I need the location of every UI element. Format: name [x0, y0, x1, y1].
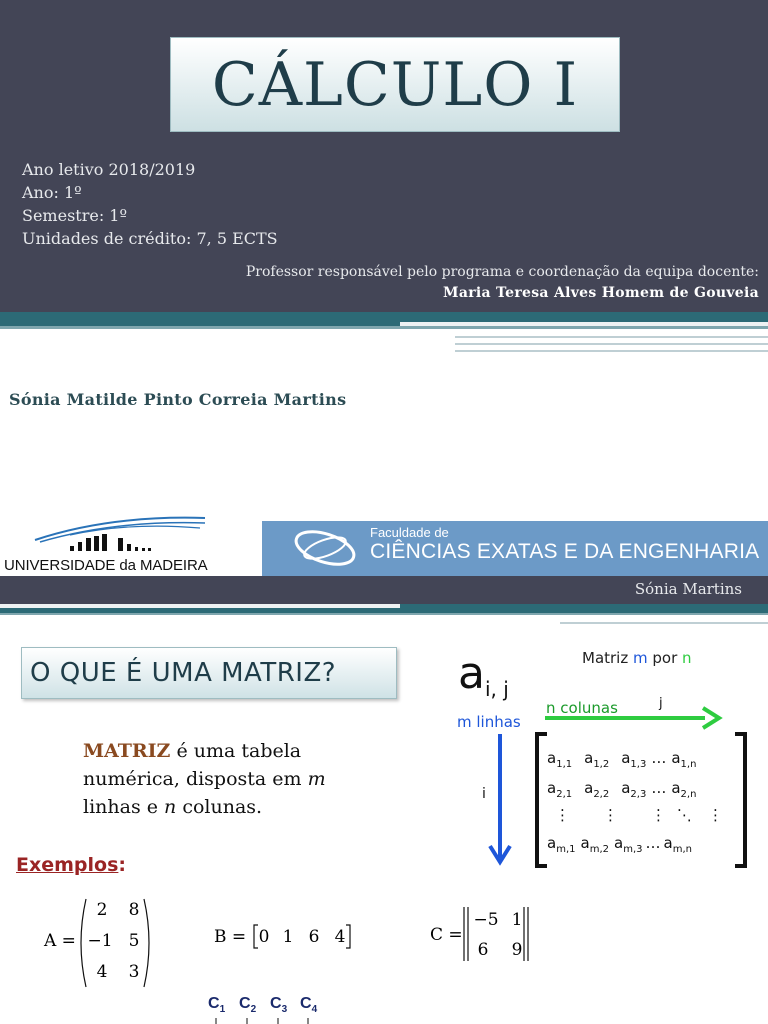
matrix-c-cell: −5	[473, 910, 499, 930]
matrix-entry-dots-4: ⋱	[677, 806, 692, 824]
matrix-entry-row4: $a_{m,1}$ $a_{m,2}$ $a_{m,3}$ … $a_{m,n}$	[547, 834, 692, 855]
matrix-b-cell: 6	[308, 927, 320, 947]
professor-name: Maria Teresa Alves Homem de Gouveia	[443, 285, 759, 301]
matrix-b-name: B =	[214, 927, 247, 947]
heading-box	[21, 647, 397, 699]
slide2-heading: O QUE É UMA MATRIZ?	[30, 658, 337, 688]
matrix-c	[426, 903, 546, 965]
matrix-entry-dots-3: ⋮	[651, 806, 666, 824]
divider-highlight	[400, 322, 768, 326]
fcee-logo-big-text: CIÊNCIAS EXATAS E DA ENGENHARIA	[370, 540, 760, 563]
decor-stripe	[455, 343, 768, 345]
matrix-a-cell: −1	[87, 931, 113, 951]
definition-text	[83, 737, 343, 821]
matrix-a-cell: 2	[96, 900, 108, 920]
slide2-divider-line	[0, 613, 768, 615]
column-label-c3: $C_3$	[270, 995, 288, 1015]
info-credits: Unidades de crédito: 7, 5 ECTS	[22, 229, 278, 248]
j-label: j	[659, 696, 663, 711]
slide2-divider-highlight	[0, 604, 400, 608]
aij-symbol: a	[458, 648, 485, 699]
matrix-entry-dots-5: ⋮	[708, 806, 723, 824]
author-name: Sónia Matilde Pinto Correia Martins	[9, 390, 347, 409]
matrix-a-name: A =	[44, 931, 76, 951]
definition-keyword: MATRIZ	[83, 740, 171, 762]
divider-line	[0, 326, 768, 329]
column-label-c4: $C_4$	[300, 995, 318, 1015]
matrix-a-cell: 3	[128, 962, 140, 982]
matrix-diagram	[455, 636, 768, 876]
matrix-c-cell: 6	[477, 940, 489, 960]
matrix-a	[40, 893, 170, 993]
column-arrow-head	[703, 708, 719, 728]
matrix-c-cell: 9	[511, 940, 523, 960]
column-label-c2: $C_2$	[239, 995, 257, 1015]
matrix-a-cell: 5	[128, 931, 140, 951]
matrix-a-cell: 4	[96, 962, 108, 982]
column-labels	[204, 990, 334, 1024]
fcee-logo-icon	[292, 527, 358, 569]
matrix-b-cell: 4	[334, 927, 346, 947]
left-bracket	[537, 734, 547, 866]
matrix-entry-row2: $a_{2,1}$ $a_{2,2}$ $a_{2,3}$ … $a_{2,n}$	[547, 779, 697, 800]
examples-colon: :	[118, 854, 127, 876]
uma-logo-text: UNIVERSIDADE da MADEIRA	[4, 557, 208, 574]
definition-part: colunas.	[176, 796, 263, 818]
info-year: Ano: 1º	[22, 183, 82, 202]
decor-stripe	[560, 622, 768, 624]
slide2-author: Sónia Martins	[634, 580, 742, 598]
matrix-b-cell: 1	[282, 927, 294, 947]
fcee-logo-small-text: Faculdade de	[370, 525, 449, 540]
title-box	[170, 37, 620, 132]
definition-m: m	[307, 768, 326, 790]
matrix-b	[210, 920, 370, 954]
examples-label	[16, 854, 126, 876]
matrix-entry-dots-1: ⋮	[555, 806, 570, 824]
matrix-entry-row1: $a_{1,1}$ $a_{1,2}$ $a_{1,3}$ … $a_{1,n}$	[547, 749, 697, 770]
i-label: i	[482, 786, 486, 802]
course-title: CÁLCULO I	[211, 49, 579, 120]
definition-n: n	[164, 796, 177, 818]
decor-stripe	[455, 350, 768, 352]
definition-part: linhas e	[83, 796, 165, 818]
info-academic-year: Ano letivo 2018/2019	[22, 160, 196, 179]
professor-label: Professor responsável pelo programa e coordenação da equipa docente:	[245, 264, 759, 280]
matrix-a-cell: 8	[128, 900, 140, 920]
right-bracket	[735, 734, 745, 866]
m-linhas-label: m linhas	[457, 713, 521, 731]
info-semester: Semestre: 1º	[22, 206, 128, 225]
decor-stripe	[455, 336, 768, 338]
matrix-c-name: C =	[430, 925, 463, 945]
aij-subscript: i, j	[485, 677, 509, 701]
matrix-b-cell: 0	[258, 927, 270, 947]
column-label-c1: $C_1$	[208, 995, 226, 1015]
matrix-c-cell: 1	[511, 910, 523, 930]
matrix-entry-dots-2: ⋮	[603, 806, 618, 824]
examples-label-text: Exemplos	[16, 854, 119, 876]
figure-title: Matriz m por n	[582, 649, 692, 667]
definition-part: é uma tabela numérica, disposta em	[83, 740, 308, 790]
n-colunas-label: n colunas	[546, 699, 618, 717]
